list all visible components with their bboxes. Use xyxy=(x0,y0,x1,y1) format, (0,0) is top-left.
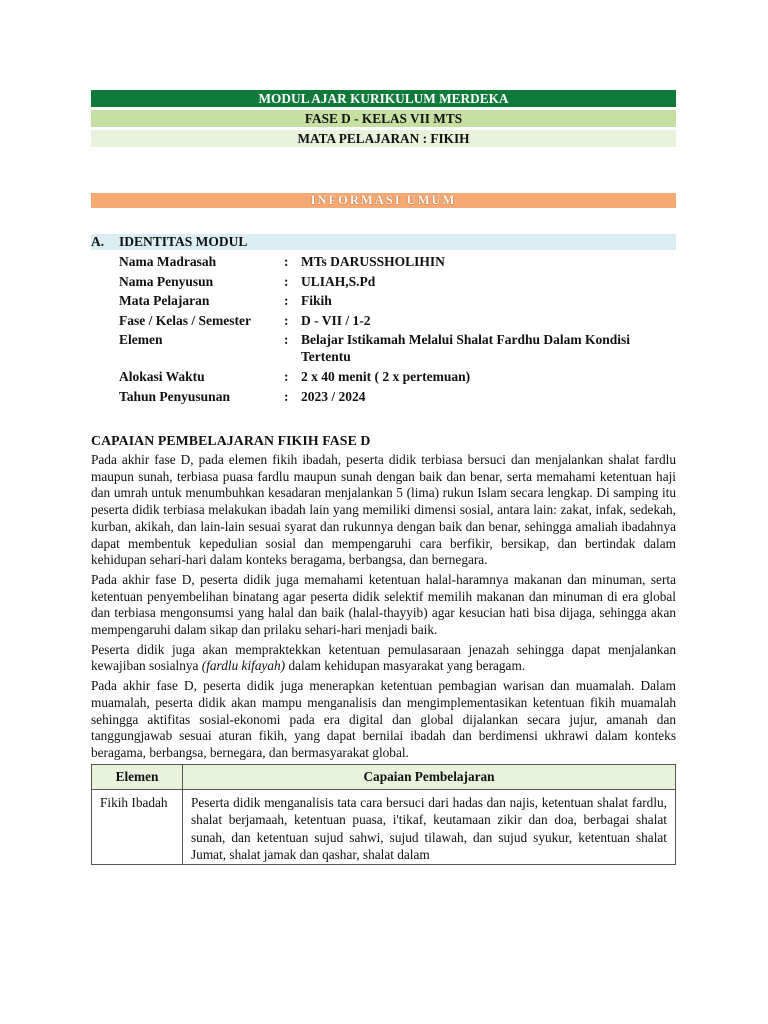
section-number: A. xyxy=(91,234,105,249)
section-title: IDENTITAS MODUL xyxy=(119,234,248,249)
identitas-row-elemen xyxy=(91,330,676,367)
identitas-row-alokasi xyxy=(91,367,676,387)
identitas-list xyxy=(91,252,676,406)
column-header-elemen: Elemen xyxy=(92,764,183,789)
identitas-colon: : xyxy=(284,254,289,269)
identitas-label: Nama Penyusun xyxy=(119,273,214,289)
identitas-colon: : xyxy=(284,332,289,347)
table-row xyxy=(92,789,676,864)
identitas-row-penyusun xyxy=(91,272,676,292)
identitas-value: 2023 / 2024 xyxy=(301,388,366,404)
identitas-label: Mata Pelajaran xyxy=(119,293,210,308)
identitas-label: Fase / Kelas / Semester xyxy=(119,312,251,328)
identitas-row-mapel xyxy=(91,291,676,311)
identitas-value: MTs DARUSSHOLIHIN xyxy=(301,254,445,269)
identitas-heading xyxy=(91,234,676,250)
identitas-value: ULIAH,S.Pd xyxy=(301,273,376,289)
table-header-row xyxy=(92,764,676,789)
capaian-paragraph-3 xyxy=(91,642,676,675)
section-general-info-banner: INFORMASI UMUM xyxy=(91,193,676,208)
capaian-paragraph-2: Pada akhir fase D, peserta didik juga memahami ketentuan halal-haramnya makanan dan minuman, serta ketentuan penyembelihan binatang agar peserta didik selektif memilih makanan dan minuman di era global dan terbiasa mengonsumsi yang halal dan baik (halal-thayyib) agar kesucian hati bisa dijaga, sehingga akan mempengaruhi dalam sikap dan prilaku sehari-hari menjadi baik. xyxy=(91,571,676,638)
capaian-paragraph-4: Pada akhir fase D, peserta didik juga menerapkan ketentuan pembagian warisan dan muamalah. Dalam muamalah, peserta didik akan mampu menganalisis dan mengimplementasikan ketentuan fikih muamalah sehingga aktifitas sosial-ekonomi pada era digital dan global dijalankan secara jujur, amanah dan tanggungjawab sesuai aturan fikih, yang dapat bernilai ibadah dan berdimensi ukhrawi dalam konteks beragama, berbangsa, bernegara, dan bermasyarakat global. xyxy=(91,678,676,760)
identitas-colon: : xyxy=(284,369,289,384)
paragraph-text: dalam kehidupan masyarakat yang beragam. xyxy=(285,658,526,674)
identitas-colon: : xyxy=(284,312,289,328)
identitas-row-madrasah xyxy=(91,252,676,272)
capaian-paragraph-1: Pada akhir fase D, pada elemen fikih ibadah, peserta didik terbiasa bersuci dan menjalankan shalat fardlu maupun sunah, terbiasa puasa fardlu maupun sunah dengan baik dan benar, serta memahami ketentuan haji dan umrah untuk menumbuhkan kesadaran menjalankan 5 (lima) rukun Islam secara lengkap. Di samping itu peserta didik terbiasa melakukan ibadah lain yang memiliki dimensi sosial, antara lain: zakat, infak, sedekah, kurban, akikah, dan lain-lain sesuai syarat dan rukunnya dengan baik dan benar, sehingga amaliah ibadahnya dapat membentuk kepedulian sosial dan mempengaruhi cara berfikir, bersikap, dan bertindak dalam kehidupan sehari-hari dalam konteks beragama, berbangsa, dan bernegara. xyxy=(91,452,676,568)
identitas-colon: : xyxy=(284,273,289,289)
identitas-label: Alokasi Waktu xyxy=(119,369,205,384)
identitas-row-fase xyxy=(91,311,676,331)
italic-term: (fardlu kifayah) xyxy=(201,658,286,674)
document-page xyxy=(91,90,676,865)
identitas-label: Tahun Penyusunan xyxy=(119,388,230,404)
identitas-value: D - VII / 1-2 xyxy=(301,312,371,328)
capaian-table xyxy=(91,764,676,865)
identitas-label: Elemen xyxy=(119,332,163,347)
identitas-value: Belajar Istikamah Melalui Shalat Fardhu Dalam Kondisi Tertentu xyxy=(301,332,631,364)
identitas-colon: : xyxy=(284,388,289,404)
identitas-row-tahun xyxy=(91,387,676,407)
elemen-cell: Fikih Ibadah xyxy=(92,789,183,864)
capaian-cell: Peserta didik menganalisis tata cara bersuci dari hadas dan najis, ketentuan shalat fardlu, shalat berjamaah, ketentuan puasa, i'tikaf, keutamaan zikir dan doa, berbagai shalat sunah, dan ketentuan sujud sahwi, sujud tilawah, dan sujud syukur, ketentuan shalat Jumat, shalat jamak dan qashar, shalat dalam xyxy=(183,789,676,864)
capaian-heading: CAPAIAN PEMBELAJARAN FIKIH FASE D xyxy=(91,433,371,448)
column-header-capaian: Capaian Pembelajaran xyxy=(183,764,676,789)
paragraph-text: Peserta didik juga akan mempraktekkan ketentuan pemulasaraan jenazah sehingga dapat menjalankan kewajiban sosialnya xyxy=(91,641,676,674)
phase-class-banner: FASE D - KELAS VII MTS xyxy=(91,110,676,127)
module-title-banner: MODUL AJAR KURIKULUM MERDEKA xyxy=(91,90,676,107)
subject-banner: MATA PELAJARAN : FIKIH xyxy=(91,130,676,147)
identitas-colon: : xyxy=(284,293,289,308)
identitas-value: 2 x 40 menit ( 2 x pertemuan) xyxy=(301,369,471,384)
identitas-value: Fikih xyxy=(301,293,332,308)
identitas-label: Nama Madrasah xyxy=(119,254,217,269)
